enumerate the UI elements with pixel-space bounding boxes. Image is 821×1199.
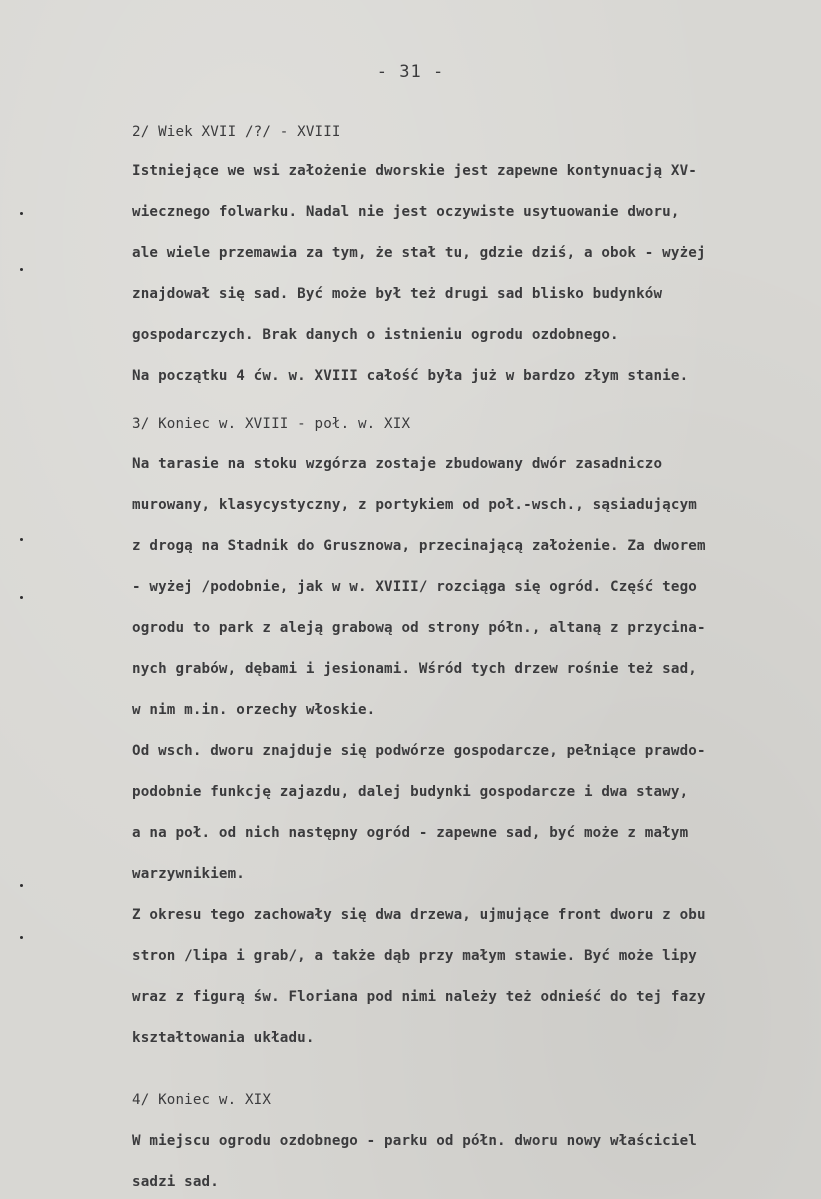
text-line: wraz z figurą św. Floriana pod nimi należy też odnieść do tej fazy bbox=[132, 989, 706, 1005]
page-number: - 31 - bbox=[376, 62, 445, 82]
text-line: Na początku 4 ćw. w. XVIII całość była już w bardzo złym stanie. bbox=[132, 368, 689, 384]
document-body bbox=[132, 122, 812, 1192]
text-line: murowany, klasycystyczny, z portykiem od poł.-wsch., sąsiadującym bbox=[132, 497, 697, 513]
text-line: podobnie funkcję zajazdu, dalej budynki gospodarcze i dwa stawy, bbox=[132, 784, 689, 800]
text-line: wiecznego folwarku. Nadal nie jest oczywiste usytuowanie dworu, bbox=[132, 204, 680, 220]
section-heading: 2/ Wiek XVII /?/ - XVIII bbox=[132, 124, 341, 140]
text-line: nych grabów, dębami i jesionami. Wśród tych drzew rośnie też sad, bbox=[132, 661, 697, 677]
text-line: z drogą na Stadnik do Grusznowa, przecinającą założenie. Za dworem bbox=[132, 538, 706, 554]
text-line: - wyżej /podobnie, jak w w. XVIII/ rozciąga się ogród. Część tego bbox=[132, 579, 697, 595]
text-line: Istniejące we wsi założenie dworskie jest zapewne kontynuacją XV- bbox=[132, 163, 697, 179]
text-line: stron /lipa i grab/, a także dąb przy małym stawie. Być może lipy bbox=[132, 948, 697, 964]
text-line: a na poł. od nich następny ogród - zapewne sad, być może z małym bbox=[132, 825, 689, 841]
section-paragraph bbox=[132, 454, 812, 1048]
margin-mark bbox=[20, 212, 23, 215]
text-line: ale wiele przemawia za tym, że stał tu, gdzie dziś, a obok - wyżej bbox=[132, 245, 706, 261]
text-line: Na tarasie na stoku wzgórza zostaje zbudowany dwór zasadniczo bbox=[132, 456, 663, 472]
text-line: kształtowania układu. bbox=[132, 1030, 315, 1046]
text-line: Od wsch. dworu znajduje się podwórze gospodarcze, pełniące prawdo- bbox=[132, 743, 706, 759]
margin-mark bbox=[20, 884, 23, 887]
margin-mark bbox=[20, 596, 23, 599]
text-line: gospodarczych. Brak danych o istnieniu ogrodu ozdobnego. bbox=[132, 327, 619, 343]
text-line: W miejscu ogrodu ozdobnego - parku od półn. dworu nowy właściciel bbox=[132, 1133, 697, 1149]
text-line: znajdował się sad. Być może był też drugi sad blisko budynków bbox=[132, 286, 663, 302]
section-heading: 4/ Koniec w. XIX bbox=[132, 1092, 272, 1108]
text-line: Z okresu tego zachowały się dwa drzewa, ujmujące front dworu z obu bbox=[132, 907, 706, 923]
section-paragraph bbox=[132, 161, 812, 386]
section-heading: 3/ Koniec w. XVIII - poł. w. XIX bbox=[132, 416, 411, 432]
margin-mark bbox=[20, 268, 23, 271]
text-line: w nim m.in. orzechy włoskie. bbox=[132, 702, 376, 718]
section-paragraph bbox=[132, 1131, 812, 1192]
text-line: ogrodu to park z aleją grabową od strony półn., altaną z przycina- bbox=[132, 620, 706, 636]
text-line: sadzi sad. bbox=[132, 1174, 219, 1190]
margin-mark bbox=[20, 538, 23, 541]
text-line: warzywnikiem. bbox=[132, 866, 245, 882]
margin-mark bbox=[20, 936, 23, 939]
